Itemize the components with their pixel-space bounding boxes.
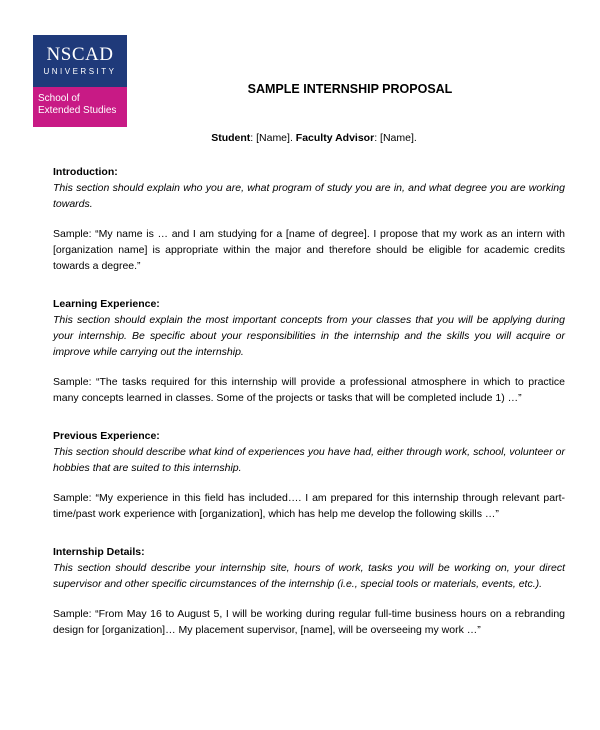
section-description: This section should explain who you are, what program of study you are in, and what degree you are working towards. xyxy=(53,182,565,210)
section-internship-details xyxy=(53,544,565,638)
section-sample: Sample: “From May 16 to August 5, I will be working during regular full-time business hours on a rebranding design for [organization]… My placement supervisor, [name], will be overseeing my work …” xyxy=(53,608,565,636)
logo-subtitle: UNIVERSITY xyxy=(43,67,117,76)
document-title: SAMPLE INTERNSHIP PROPOSAL xyxy=(247,82,453,96)
logo-school-line2: Extended Studies xyxy=(38,105,117,116)
logo-top-block xyxy=(33,35,127,87)
student-advisor-line xyxy=(0,132,600,144)
advisor-value: : [Name]. xyxy=(374,132,417,144)
logo-name: NSCAD xyxy=(46,44,114,65)
section-heading: Internship Details: xyxy=(53,546,145,558)
document-body xyxy=(53,164,565,660)
student-label: Student xyxy=(211,132,251,144)
section-introduction xyxy=(53,164,565,274)
section-heading: Learning Experience: xyxy=(53,298,160,310)
section-learning-experience xyxy=(53,296,565,406)
section-heading: Introduction: xyxy=(53,166,118,178)
section-previous-experience xyxy=(53,428,565,522)
section-sample: Sample: “The tasks required for this internship will provide a professional atmosphere in which to practice many concepts learned in classes. Some of the projects or tasks that will be completed include 1) …” xyxy=(53,376,565,404)
section-description: This section should describe your internship site, hours of work, tasks you will be working on, your direct supervisor and other specific circumstances of the internship (i.e., special tools or materials, events, etc.). xyxy=(53,562,565,590)
section-description: This section should explain the most important concepts from your classes that you will be applying during your internship. Be specific about your responsibilities in the internship and the skills you will acquire or improve while carrying out the internship. xyxy=(53,314,565,358)
section-sample: Sample: “My name is … and I am studying for a [name of degree]. I propose that my work as an intern with [organization name] is appropriate within the major and therefore should be eligible for academic credits towards a degree.” xyxy=(53,228,565,272)
student-value: : [Name]. xyxy=(250,132,293,144)
section-sample: Sample: “My experience in this field has included…. I am prepared for this internship through relevant part-time/past work experience with [organization], which has help me develop the following skills …” xyxy=(53,492,565,520)
section-heading: Previous Experience: xyxy=(53,430,160,442)
advisor-label: Faculty Advisor xyxy=(295,132,375,144)
section-description: This section should describe what kind of experiences you have had, either through work, school, volunteer or hobbies that are suited to this internship. xyxy=(53,446,565,474)
logo-school-line1: School of xyxy=(38,93,80,104)
nscad-logo xyxy=(33,35,127,127)
